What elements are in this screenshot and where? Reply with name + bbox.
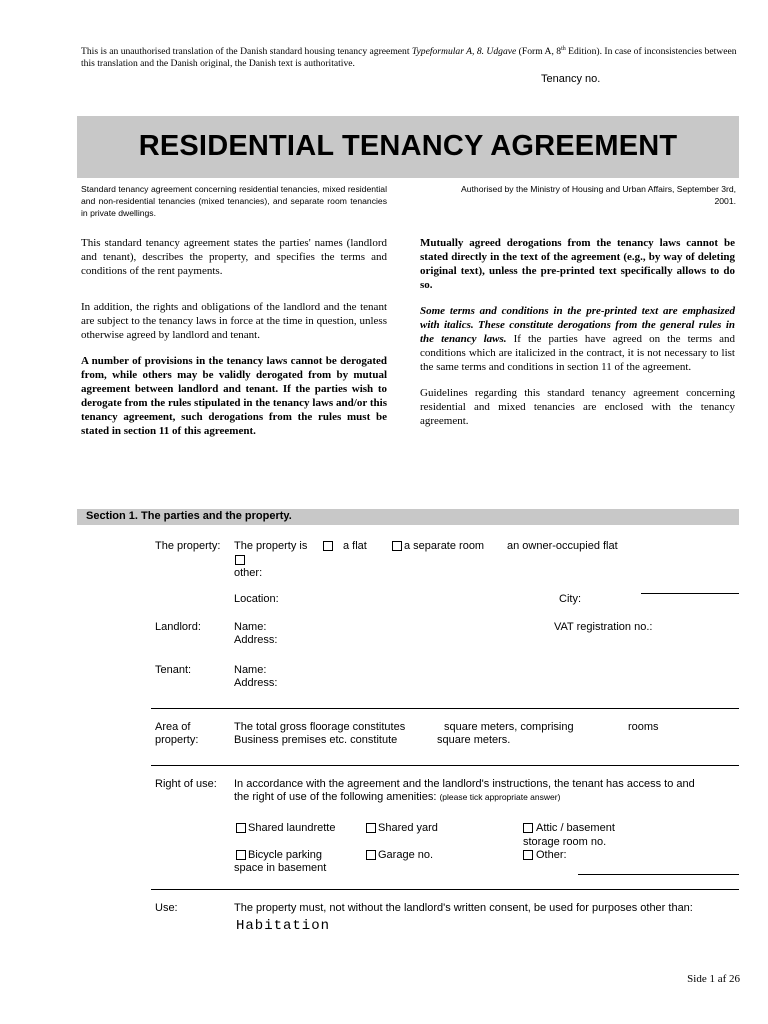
divider — [151, 708, 739, 709]
total-floorage-text: The total gross floorage constitutes — [234, 721, 406, 733]
translation-disclaimer: This is an unauthorised translation of the Danish standard housing tenancy agreement Typeformular A, 8. Udgave (Form A, 8th Edition). In case of inconsistencies between this translation and the Danish original, the Danish text is authoritative. — [81, 46, 737, 70]
shared-laundrette-label: Shared laundrette — [248, 822, 336, 834]
landlord-address-label: Address: — [234, 634, 278, 646]
right-of-use-text-2: the right of use of the following amenities: (please tick appropriate answer) — [234, 791, 561, 803]
intro-paragraph-bold: A number of provisions in the tenancy laws cannot be derogated from, while others may be validly derogated from by mutual agreement between landlord and tenant. If the parties wish to derogate from the rules stipulated in the tenancy laws and/or this tenancy agreement, such derogations from the rules must be stated in section 11 of this agreement. — [81, 355, 387, 437]
section-1-bar — [77, 509, 739, 525]
attic-basement-checkbox[interactable] — [523, 823, 533, 833]
garage-checkbox[interactable] — [366, 850, 376, 860]
flat-option-label: a flat — [343, 540, 367, 552]
city-line — [641, 593, 739, 594]
tenant-address-label: Address: — [234, 677, 278, 689]
bicycle-parking-label-2: space in basement — [234, 862, 327, 874]
city-label: City: — [559, 593, 581, 605]
storage-room-label: storage room no. — [523, 836, 607, 848]
business-premises-text: Business premises etc. constitute — [234, 734, 398, 746]
location-label: Location: — [234, 593, 279, 605]
intro-paragraph: Some terms and conditions in the pre-printed text are emphasized with italics. These constitute derogations from the general rules in the tenancy laws. If the parties have agreed on the terms and conditions which are italicized in the contract, it is not necessary to list the same terms and conditions in section 11 of the agreement. — [420, 305, 736, 373]
shared-laundrette-checkbox[interactable] — [236, 823, 246, 833]
garage-label: Garage no. — [378, 849, 434, 861]
separate-room-checkbox[interactable] — [392, 541, 402, 551]
intro-paragraph: In addition, the rights and obligations of the landlord and the tenant are subject to the tenancy laws in force at the time in question, unless otherwise agreed by landlord and tenant. — [81, 301, 387, 341]
subtitle-right: Authorised by the Ministry of Housing and Urban Affairs, September 3rd, 2001. — [461, 184, 736, 206]
attic-basement-label: Attic / basement — [536, 822, 615, 834]
other-option-label: other: — [234, 567, 263, 579]
square-meters-text: square meters. — [437, 734, 511, 746]
separate-room-label: a separate room — [404, 540, 485, 552]
property-label: The property: — [155, 540, 221, 552]
use-text: The property must, not without the landlord's written consent, be used for purposes other than: — [234, 902, 693, 914]
intro-paragraph: Guidelines regarding this standard tenancy agreement concerning residential and mixed tenancies are enclosed with the tenancy agreement. — [420, 387, 735, 427]
shared-yard-checkbox[interactable] — [366, 823, 376, 833]
right-of-use-label: Right of use: — [155, 778, 217, 790]
bicycle-parking-label: Bicycle parking — [248, 849, 322, 861]
use-label: Use: — [155, 902, 178, 914]
title-bar — [77, 116, 739, 178]
other-amenity-label: Other: — [536, 849, 567, 861]
tenancy-number-label: Tenancy no. — [541, 73, 601, 85]
intro-paragraph-bold: Mutually agreed derogations from the tenancy laws cannot be stated directly in the text of the agreement (e.g., by way of deleting original text), unless the pre-printed text specifically allows to do so. — [420, 237, 735, 291]
subtitle-left: Standard tenancy agreement concerning residential tenancies, mixed residential and non-residential tenancies (mixed tenancies), and separate room tenancies in private dwellings. — [81, 184, 387, 218]
vat-label: VAT registration no.: — [554, 621, 653, 633]
landlord-label: Landlord: — [155, 621, 201, 633]
divider — [151, 889, 739, 890]
section-1-title: Section 1. The parties and the property. — [86, 510, 292, 522]
rooms-text: rooms — [628, 721, 659, 733]
tenant-label: Tenant: — [155, 664, 192, 676]
page-number: Side 1 af 26 — [687, 973, 740, 985]
intro-left-column — [81, 236, 387, 438]
other-amenity-checkbox[interactable] — [523, 850, 533, 860]
landlord-name-label: Name: — [234, 621, 267, 633]
use-value-field[interactable]: Habitation — [236, 918, 331, 934]
owner-occupied-label: an owner-occupied flat — [507, 540, 618, 552]
divider — [151, 765, 739, 766]
shared-yard-label: Shared yard — [378, 822, 438, 834]
property-is-text: The property is — [234, 540, 308, 552]
other-checkbox[interactable] — [235, 555, 245, 565]
intro-paragraph: This standard tenancy agreement states the parties' names (landlord and tenant), describes the property, and specifies the terms and conditions of the rent payments. — [81, 237, 387, 277]
intro-right-column — [420, 236, 735, 428]
flat-checkbox[interactable] — [323, 541, 333, 551]
page-title: RESIDENTIAL TENANCY AGREEMENT — [138, 130, 678, 162]
area-label: Area of property: — [155, 721, 199, 746]
other-amenity-line — [578, 874, 739, 875]
tenant-name-label: Name: — [234, 664, 267, 676]
right-of-use-text: In accordance with the agreement and the landlord's instructions, the tenant has access to and — [234, 778, 695, 790]
bicycle-parking-checkbox[interactable] — [236, 850, 246, 860]
square-meters-comprising-text: square meters, comprising — [444, 721, 574, 733]
